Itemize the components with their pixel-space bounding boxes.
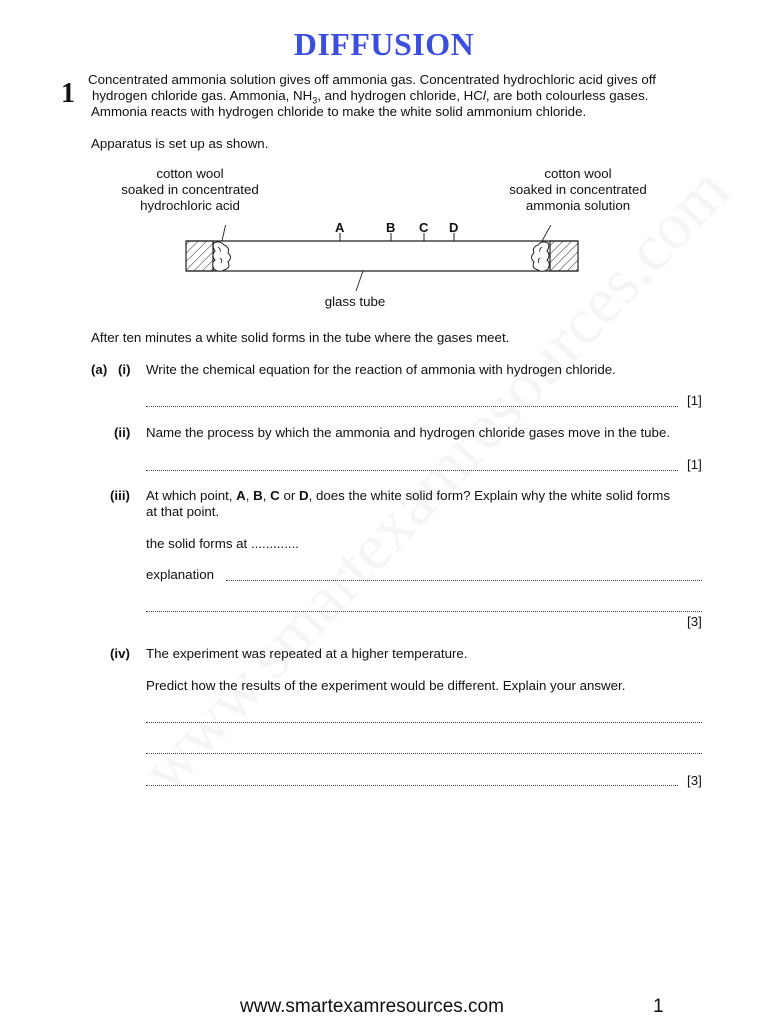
part-iii-point-a: A (236, 488, 246, 503)
right-label-line-3: ammonia solution (525, 198, 631, 213)
glass-tube (186, 241, 578, 271)
part-i-mark: [1] (687, 393, 702, 408)
part-iii-mark: [3] (687, 614, 702, 629)
part-iii-label: (iii) (110, 488, 130, 503)
glass-tube-leader (356, 271, 363, 291)
part-iv-text: The experiment was repeated at a higher temperature. (146, 646, 468, 661)
left-label-line-1: cotton wool (156, 166, 224, 181)
part-iv-answer-line-3[interactable] (146, 775, 678, 786)
after-text: After ten minutes a white solid forms in the tube where the gases meet. (91, 330, 510, 345)
right-label-leader (542, 225, 552, 241)
right-cotton-label (488, 166, 668, 214)
left-stopper (186, 241, 213, 271)
part-iii-point-d: D (299, 488, 309, 503)
part-ii-mark: [1] (687, 457, 702, 472)
right-cotton-wool (532, 242, 550, 271)
point-c-label: C (419, 220, 429, 235)
part-ii-label: (ii) (114, 425, 131, 440)
left-label-line-2: soaked in concentrated (121, 182, 259, 197)
part-iii-sep-1: , (245, 488, 254, 503)
intro-line-1: Concentrated ammonia solution gives off ammonia gas. Concentrated hydrochloric acid gives off (88, 72, 656, 87)
left-cotton-label (100, 166, 280, 214)
hcl-italic-l: l (482, 88, 486, 103)
part-iv-answer-line-1[interactable] (146, 712, 702, 723)
part-iv-mark: [3] (687, 773, 702, 788)
left-label-leader (222, 225, 226, 241)
part-i-text: Write the chemical equation for the reaction of ammonia with hydrogen chloride. (146, 362, 616, 377)
part-iii-point-c: C (270, 488, 280, 503)
part-iv-label: (iv) (110, 646, 130, 661)
part-iii-line-2: at that point. (146, 504, 220, 519)
part-iii-point-b: B (253, 488, 263, 503)
right-label-line-1: cotton wool (544, 166, 612, 181)
nh3-subscript: 3 (312, 95, 318, 106)
apparatus-text: Apparatus is set up as shown. (91, 136, 269, 151)
point-d-label: D (449, 220, 459, 235)
part-i-label: (i) (118, 362, 131, 377)
footer-url[interactable]: www.smartexamresources.com (240, 996, 504, 1017)
intro-line-3: Ammonia reacts with hydrogen chloride to make the white solid ammonium chloride. (91, 104, 587, 119)
page-number: 1 (653, 996, 664, 1017)
left-label-line-3: hydrochloric acid (140, 198, 240, 213)
part-iv-predict: Predict how the results of the experiment would be different. Explain your answer. (146, 678, 626, 693)
part-i-answer-line[interactable] (146, 396, 678, 407)
part-iii-explanation-line-2[interactable] (146, 601, 702, 612)
part-iii-sep-2: , (262, 488, 271, 503)
point-a-label: A (335, 220, 345, 235)
part-iv-answer-line-2[interactable] (146, 743, 702, 754)
part-iii-line-1 (146, 488, 670, 504)
right-stopper (550, 241, 578, 271)
intro-line-2c: , are both colourless gases. (485, 88, 649, 103)
apparatus-diagram (180, 225, 590, 305)
page-title: DIFFUSION (293, 26, 475, 62)
intro-line-2a: hydrogen chloride gas. Ammonia, NH (92, 88, 313, 103)
part-iii-or: or (279, 488, 299, 503)
question-number: 1 (61, 78, 75, 109)
part-iii-solid-forms[interactable]: the solid forms at ............. (146, 536, 299, 551)
point-b-label: B (386, 220, 396, 235)
part-ii-text: Name the process by which the ammonia and hydrogen chloride gases move in the tube. (146, 425, 671, 440)
part-iii-explanation-line-1[interactable] (226, 570, 702, 581)
part-iii-text-b: , does the white solid form? Explain why the white solid forms (308, 488, 671, 503)
part-ii-answer-line[interactable] (146, 460, 678, 471)
part-iii-explanation-label: explanation (146, 567, 215, 582)
left-cotton-wool (213, 242, 231, 271)
part-iii-text-a: At which point, (146, 488, 237, 503)
part-a-label: (a) (91, 362, 108, 377)
intro-line-2b: , and hydrogen chloride, HC (317, 88, 483, 103)
glass-tube-label: glass tube (324, 294, 386, 309)
right-label-line-2: soaked in concentrated (509, 182, 647, 197)
